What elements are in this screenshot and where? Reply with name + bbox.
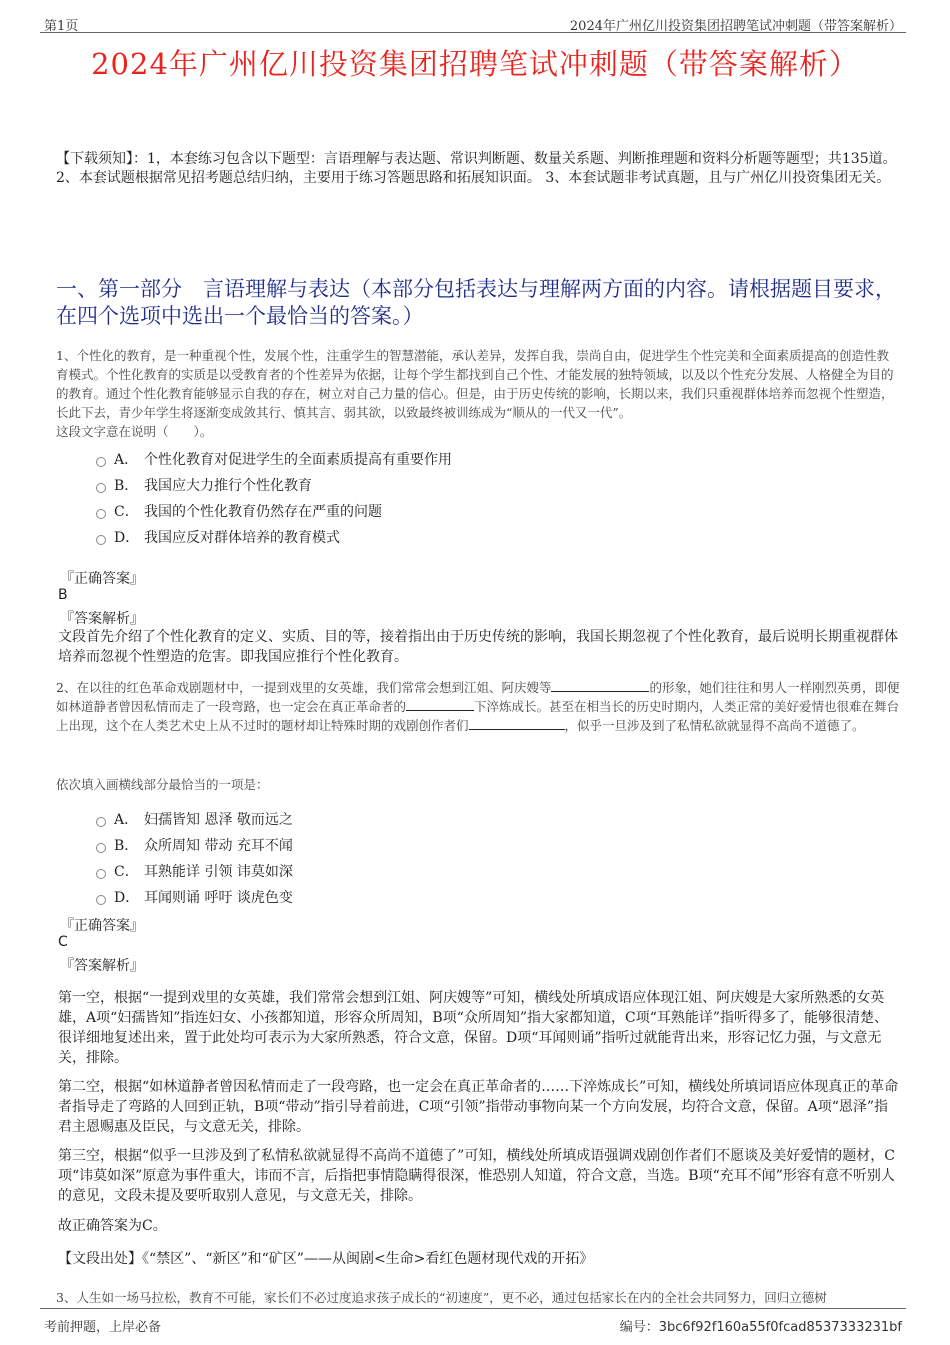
radio-icon[interactable] bbox=[96, 483, 106, 493]
fill-blank bbox=[469, 717, 565, 730]
explanation-paragraph-3: 第三空，根据“似乎一旦涉及到了私情私欲就显得不高尚不道德了”可知，横线处所填成语强调戏剧创作者们不愿谈及美好爱情的题材，C项“讳莫如深”原意为事件重大，讳而不言，后指把事情隐瞒得很深，惟恐别人知道，符合文意，当选。B项“充耳不闻”形容有意不听别人的意见，文段未提及要听取别人意见，与文意无关，排除。 bbox=[58, 1148, 896, 1204]
radio-icon[interactable] bbox=[96, 535, 106, 545]
correct-answer: C bbox=[58, 934, 68, 950]
page-title: 2024年广州亿川投资集团招聘笔试冲刺题（带答案解析） bbox=[91, 47, 859, 81]
option-c[interactable]: C． 耳熟能详 引领 讳莫如深 bbox=[96, 858, 796, 884]
page-header bbox=[40, 12, 906, 33]
radio-icon[interactable] bbox=[96, 895, 106, 905]
explanation-label: 『答案解析』 bbox=[60, 958, 144, 974]
question-1-options bbox=[96, 446, 796, 550]
fill-blank bbox=[551, 679, 649, 692]
answer-label: 『正确答案』 bbox=[60, 571, 144, 587]
radio-icon[interactable] bbox=[96, 457, 106, 467]
download-notice: 【下载须知】：1，本套练习包含以下题型：言语理解与表达题、常识判断题、数量关系题、判断推理题和资料分析题等题型；共135道。 2、本套试题根据常见招考题总结归纳，主要用于练习答题思路和拓展知识面。 3、本套试题非考试真题，且与广州亿川投资集团无关。 bbox=[56, 151, 897, 186]
question-1-stem: 1、个性化的教育，是一种重视个性，发展个性，注重学生的智慧潜能，承认差异，发挥自我，崇尚自由，促进学生个性完美和全面素质提高的创造性教育模式。个性化教育的实质是以受教育者的个性差异为依据，让每个学生都找到自己个性、才能发展的独特领域，以及以个性充分发展、人格健全为目的的教育。通过个性化教育能够显示自我的存在，树立对自己力量的信心。但是，由于历史传统的影响，长期以来，我们只重视群体培养而忽视个性塑造，长此下去，青少年学生将逐渐变成敛其行、慎其言、弱其欲，以致最终被训练成为“顺从的一代又一代”。 bbox=[56, 348, 894, 420]
footer-slogan: 考前押题，上岸必备 bbox=[44, 1320, 162, 1335]
question-2: 2、在以往的红色革命戏剧题材中，一提到戏里的女英雄，我们常常会想到江姐、阿庆嫂等 的形象，她们往往和男人一样刚烈英勇，即便如林道静者曾因私情而走了一段弯路，也一定会在真正革命者的 下淬炼成长。甚至在相当长的历史时期内，人类正常的美好爱情也很难在舞台上出现，这个在人类艺术史上从不过时的题材却让特殊时期的戏剧创作者们 ，似乎一旦涉及到了私情私欲就显得不高尚不道德了。 bbox=[56, 680, 900, 733]
page-number: 第1页 bbox=[44, 19, 79, 34]
radio-icon[interactable] bbox=[96, 817, 106, 827]
radio-icon[interactable] bbox=[96, 843, 106, 853]
radio-icon[interactable] bbox=[96, 509, 106, 519]
fill-blank bbox=[406, 698, 474, 711]
option-b[interactable]: B． 我国应大力推行个性化教育 bbox=[96, 472, 796, 498]
explanation-conclusion: 故正确答案为C。 bbox=[58, 1218, 167, 1234]
option-b[interactable]: B． 众所周知 带动 充耳不闻 bbox=[96, 832, 796, 858]
explanation-paragraph-2: 第二空，根据“如林道静者曾因私情而走了一段弯路，也一定会在真正革命者的……下淬炼成长”可知，横线处所填词语应体现真正的革命者指导走了弯路的人回到正轨，B项“带动”指引导着前进，C项“引领”指带动事物向某一个方向发展，均符合文意，保留。A项“恩泽”指君主恩赐惠及臣民，与文意无关，排除。 bbox=[58, 1079, 899, 1135]
explanation-label: 『答案解析』 bbox=[60, 611, 144, 627]
section-heading: 一、第一部分 言语理解与表达（本部分包括表达与理解两方面的内容。请根据题目要求，在四个选项中选出一个最恰当的答案。） bbox=[56, 277, 896, 328]
correct-answer: B bbox=[58, 587, 68, 603]
question-1-prompt: 这段文字意在说明（ ）。 bbox=[56, 424, 213, 439]
radio-icon[interactable] bbox=[96, 869, 106, 879]
question-1 bbox=[56, 346, 900, 441]
header-doc-title: 2024年广州亿川投资集团招聘笔试冲刺题（带答案解析） bbox=[569, 19, 902, 34]
answer-label: 『正确答案』 bbox=[60, 918, 144, 934]
passage-source: 【文段出处】《“禁区”、“新区”和“矿区”——从闽剧<生命>看红色题材现代戏的开拓》 bbox=[58, 1251, 594, 1267]
option-d[interactable]: D． 耳闻则诵 呼吁 谈虎色变 bbox=[96, 884, 796, 910]
question-3: 3、人生如一场马拉松，教育不可能，家长们不必过度追求孩子成长的“初速度”，更不必，通过包括家长在内的全社会共同努力，回归立德树 bbox=[56, 1290, 827, 1305]
question-2-prompt: 依次填入画横线部分最恰当的一项是： bbox=[56, 777, 269, 792]
question-2-options bbox=[96, 806, 796, 910]
footer-doc-id: 编号：3bc6f92f160a55f0fcad8537333231bf bbox=[619, 1320, 902, 1335]
option-a[interactable]: A． 个性化教育对促进学生的全面素质提高有重要作用 bbox=[96, 446, 796, 472]
option-c[interactable]: C． 我国的个性化教育仍然存在严重的问题 bbox=[96, 498, 796, 524]
explanation: 文段首先介绍了个性化教育的定义、实质、目的等，接着指出由于历史传统的影响，我国长期忽视了个性化教育，最后说明长期重视群体培养而忽视个性塑造的危害。即我国应推行个性化教育。 bbox=[58, 629, 898, 665]
option-a[interactable]: A． 妇孺皆知 恩泽 敬而远之 bbox=[96, 806, 796, 832]
explanation-paragraph-1: 第一空，根据“一提到戏里的女英雄，我们常常会想到江姐、阿庆嫂等”可知，横线处所填成语应体现江姐、阿庆嫂是大家所熟悉的女英雄，A项“妇孺皆知”指连妇女、小孩都知道，形容众所周知，B项“众所周知”指大家都知道，C项“耳熟能详”指听得多了，能够很清楚、很详细地复述出来，置于此处均可表示为大家所熟悉，符合文意，保留。D项“耳闻则诵”指听过就能背出来，形容记忆力强，与文意无关，排除。 bbox=[58, 990, 889, 1066]
page-footer bbox=[40, 1308, 906, 1337]
option-d[interactable]: D． 我国应反对群体培养的教育模式 bbox=[96, 524, 796, 550]
